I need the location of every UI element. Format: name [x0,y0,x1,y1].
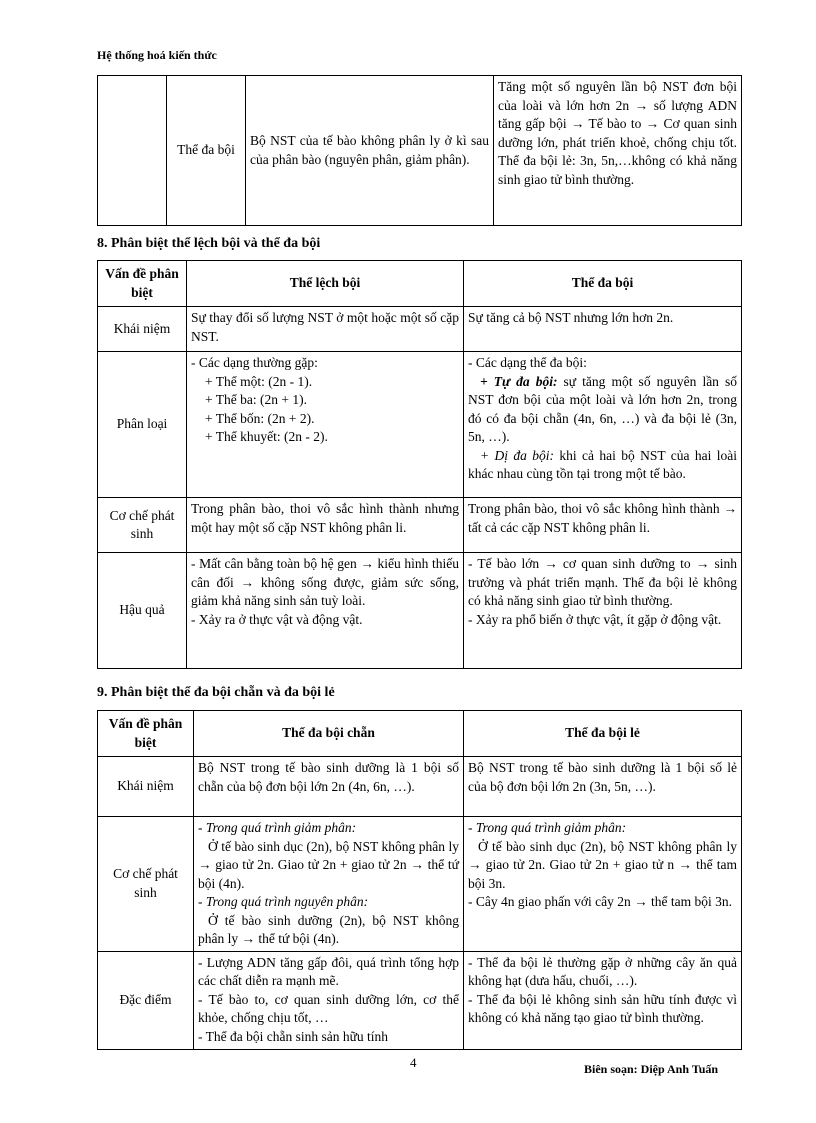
header-polyploid: Thể đa bội [464,261,742,307]
list-item: - Thể đa bội lẻ không sinh sản hữu tính được vì không có khả năng tạo giao tử bình thường. [468,991,737,1025]
odd-characteristics [464,951,742,1049]
list-item: - Lượng ADN tăng gấp đôi, quá trình tổng hợp các chất diễn ra mạnh mẽ. [198,954,459,988]
row-label-concept: Khái niệm [98,757,194,817]
list-item: - Xảy ra ở thực vật và động vật. [191,611,363,627]
header-aneuploid: Thể lệch bội [187,261,464,307]
polyploid-consequence [464,553,742,669]
polyploid-classification [464,352,742,498]
even-vs-odd-polyploid-table [97,710,742,1050]
row-label-polyploid: Thể đa bội [167,76,246,226]
section-8-title: 8. Phân biệt thể lệch bội và thể đa bội [97,236,321,251]
row-label-consequence: Hậu quả [98,553,187,669]
row-label-mechanism: Cơ chế phát sinh [98,498,187,553]
polyploid-mechanism: Trong phân bào, thoi vô sắc không hình thành → tất cả các cặp NST không phân li. [464,498,742,553]
even-mechanism [194,817,464,952]
list-item: - Thể đa bội lẻ thường gặp ở những cây ăn quả không hạt (dưa hấu, chuối, …). [468,954,737,988]
list-item: + Thể bốn: (2n + 2). [205,410,315,426]
polyploid-continuation-table [97,75,742,226]
row-label-characteristics: Đặc điểm [98,951,194,1049]
term-text: khi cả hai bộ NST của hai loài khác nhau cùng tồn tại trong một tế bào. [468,447,737,481]
polyploid-concept: Bộ NST của tế bào không phân ly ở kì sau của phân bào (nguyên phân, giảm phân). [246,76,494,226]
row-label-concept: Khái niệm [98,307,187,352]
list-item: - Thể đa bội chẵn sinh sản hữu tính [198,1028,389,1044]
term-autopolyploid: + Tự đa bội: [480,373,558,389]
subheading: - Trong quá trình giảm phân: [198,820,357,835]
header-issue: Vấn đề phân biệt [98,261,187,307]
paragraph: - Cây 4n giao phấn với cây 2n → thể tam bội 3n. [468,894,732,909]
paragraph: Ở tế bào sinh dục (2n), bộ NST không phân ly → giao tử 2n. Giao tử 2n + giao tử n → thể tam bội 3n. [468,838,737,891]
row-label-classification: Phân loại [98,352,187,498]
header-odd-polyploid: Thể đa bội lẻ [464,711,742,757]
aneuploid-concept: Sự thay đổi số lượng NST ở một hoặc một số cặp NST. [187,307,464,352]
list-item: - Tế bào to, cơ quan sinh dưỡng lớn, cơ thể khỏe, chống chịu tốt, … [198,991,459,1025]
paragraph: Ở tế bào sinh dưỡng (2n), bộ NST không phân ly → thể tứ bội (4n). [198,912,459,946]
list-item: + Thể ba: (2n + 1). [205,392,307,407]
aneuploid-classification [187,352,464,498]
odd-concept: Bộ NST trong tế bào sinh dưỡng là 1 bội số lẻ của bộ đơn bội lớn 2n (3n, 5n, …). [464,757,742,817]
header-even-polyploid: Thể đa bội chẵn [194,711,464,757]
header-issue: Vấn đề phân biệt [98,711,194,757]
list-item: - Mất cân bằng toàn bộ hệ gen → kiểu hình thiếu cân đối → không sống được, giảm sức sống, giảm khả năng sinh sản tuỳ loài. [191,556,459,608]
author-credit: Biên soạn: Diệp Anh Tuấn [584,1062,719,1076]
page-number: 4 [410,1055,417,1070]
odd-mechanism [464,817,742,952]
term-allopolyploid: + Dị đa bội: [480,447,554,463]
list-item: - Tế bào lớn → cơ quan sinh dưỡng to → sinh trưởng và phát triển mạnh. Thể đa bội lẻ không có khả năng sinh giao tử bình thường. [468,556,737,608]
list-item [468,373,737,447]
even-concept: Bộ NST trong tế bào sinh dưỡng là 1 bội số chẵn của bộ đơn bội lớn 2n (4n, 6n, …). [194,757,464,817]
aneuploid-consequence [187,553,464,669]
list-item: - Xảy ra phổ biến ở thực vật, ít gặp ở động vật. [468,611,722,627]
list-item: + Thể khuyết: (2n - 2). [205,429,328,444]
subheading: - Trong quá trình giảm phân: [468,820,627,835]
list-item: + Thể một: (2n - 1). [205,373,313,389]
subheading: - Trong quá trình nguyên phân: [198,894,369,909]
empty-cell [98,76,167,226]
even-characteristics [194,951,464,1049]
list-item: - Các dạng thể đa bội: [468,355,587,370]
page-header: Hệ thống hoá kiến thức [97,48,217,62]
section-9-title: 9. Phân biệt thể đa bội chẵn và đa bội lẻ [97,685,335,700]
list-item: - Các dạng thường gặp: [191,355,318,370]
aneuploid-mechanism: Trong phân bào, thoi vô sắc hình thành nhưng một hay một số cặp NST không phân li. [187,498,464,553]
polyploid-concept: Sự tăng cả bộ NST nhưng lớn hơn 2n. [464,307,742,352]
list-item [468,447,737,484]
term-text: sự tăng một số nguyên lần số NST đơn bội của một loài và lớn hơn 2n, trong đó có đa bội chẵn (4n, 6n, …) và đa bội lẻ (3n, 5n, …). [468,373,738,444]
polyploid-result: Tăng một số nguyên lần bộ NST đơn bội của loài và lớn hơn 2n → số lượng ADN tăng gấp bội → Tế bào to → Cơ quan sinh dưỡng lớn, phát triển khoẻ, chống chịu tốt. Thể đa bội lẻ: 3n, 5n,…không có khả năng sinh giao tử bình thường. [494,76,742,226]
paragraph: Ở tế bào sinh dục (2n), bộ NST không phân ly → giao tử 2n. Giao tử 2n + giao tử 2n → thể tứ bội (4n). [198,838,459,891]
aneuploid-vs-polyploid-table [97,260,742,669]
row-label-mechanism: Cơ chế phát sinh [98,817,194,952]
